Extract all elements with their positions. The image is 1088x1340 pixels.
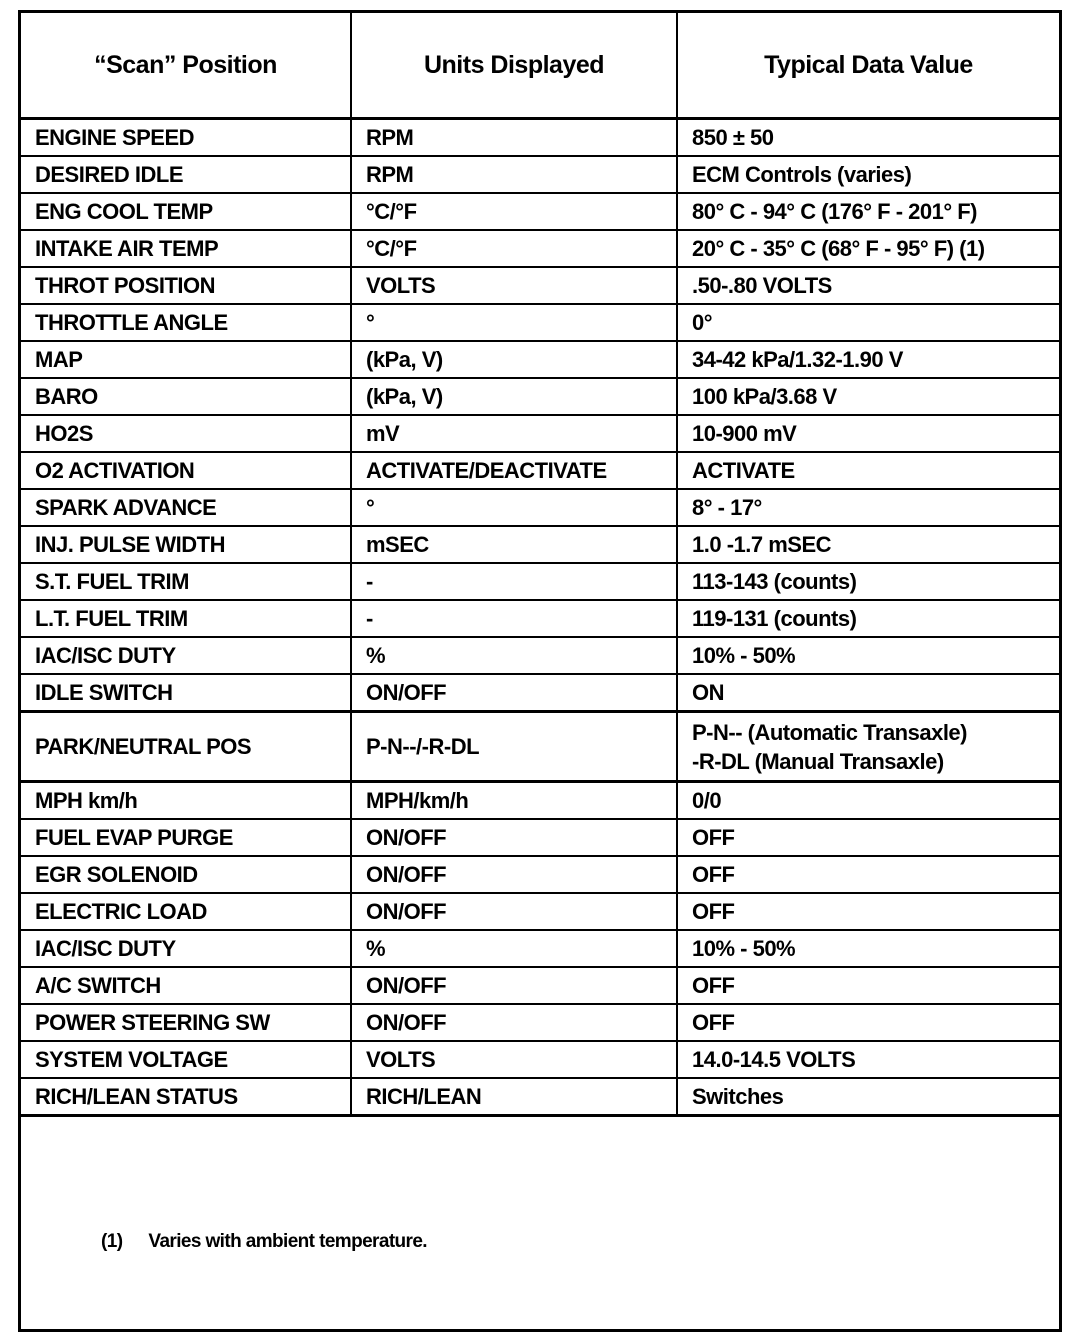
table-row [21,674,1059,712]
cell-value-line: P-N-- (Automatic Transaxle) [692,719,967,745]
cell-value [677,712,1059,782]
cell-position: SPARK ADVANCE [21,489,351,526]
cell-value: OFF [677,967,1059,1004]
table-row [21,819,1059,856]
cell-value-line: -R-DL (Manual Transaxle) [692,748,944,774]
cell-position: IAC/ISC DUTY [21,637,351,674]
cell-value: 34-42 kPa/1.32-1.90 V [677,341,1059,378]
table-row [21,563,1059,600]
cell-position: POWER STEERING SW [21,1004,351,1041]
scan-data-sheet [18,10,1062,1332]
cell-position: S.T. FUEL TRIM [21,563,351,600]
cell-units: RPM [351,119,677,157]
footnote [101,1231,427,1253]
table-row [21,119,1059,157]
table-row [21,1041,1059,1078]
cell-position: INTAKE AIR TEMP [21,230,351,267]
table-row [21,930,1059,967]
cell-position: ELECTRIC LOAD [21,893,351,930]
table-row [21,967,1059,1004]
header-scan-position: “Scan” Position [21,13,351,119]
cell-value: 10% - 50% [677,637,1059,674]
cell-units: P-N--/-R-DL [351,712,677,782]
table-row [21,267,1059,304]
cell-value: 10% - 50% [677,930,1059,967]
cell-position: BARO [21,378,351,415]
cell-units: RICH/LEAN [351,1078,677,1116]
cell-value: ECM Controls (varies) [677,156,1059,193]
cell-units: (kPa, V) [351,378,677,415]
cell-units: ON/OFF [351,967,677,1004]
cell-value: OFF [677,819,1059,856]
cell-units: VOLTS [351,1041,677,1078]
cell-units: ACTIVATE/DEACTIVATE [351,452,677,489]
cell-value: Switches [677,1078,1059,1116]
table-row [21,193,1059,230]
cell-position: THROTTLE ANGLE [21,304,351,341]
cell-value: 80° C - 94° C (176° F - 201° F) [677,193,1059,230]
cell-position: ENGINE SPEED [21,119,351,157]
cell-units: mSEC [351,526,677,563]
table-row [21,415,1059,452]
table-row [21,452,1059,489]
cell-units: ON/OFF [351,893,677,930]
header-units-displayed: Units Displayed [351,13,677,119]
cell-position: O2 ACTIVATION [21,452,351,489]
cell-value: 10-900 mV [677,415,1059,452]
table-row [21,893,1059,930]
cell-position: IDLE SWITCH [21,674,351,712]
cell-units: % [351,637,677,674]
cell-position: INJ. PULSE WIDTH [21,526,351,563]
cell-position: THROT POSITION [21,267,351,304]
cell-position: SYSTEM VOLTAGE [21,1041,351,1078]
cell-position: MPH km/h [21,782,351,820]
cell-units: ° [351,304,677,341]
cell-value: 1.0 -1.7 mSEC [677,526,1059,563]
table-row [21,304,1059,341]
cell-value: 0/0 [677,782,1059,820]
cell-value: 14.0-14.5 VOLTS [677,1041,1059,1078]
cell-units: ON/OFF [351,1004,677,1041]
cell-position: A/C SWITCH [21,967,351,1004]
table-row [21,341,1059,378]
table-row [21,1078,1059,1116]
cell-value: 8° - 17° [677,489,1059,526]
cell-position: IAC/ISC DUTY [21,930,351,967]
cell-position: FUEL EVAP PURGE [21,819,351,856]
cell-units: VOLTS [351,267,677,304]
cell-units: °C/°F [351,193,677,230]
table-row [21,637,1059,674]
cell-value: .50-.80 VOLTS [677,267,1059,304]
table-row [21,782,1059,820]
cell-units: % [351,930,677,967]
cell-position: ENG COOL TEMP [21,193,351,230]
cell-position: MAP [21,341,351,378]
cell-value: OFF [677,856,1059,893]
cell-position: RICH/LEAN STATUS [21,1078,351,1116]
cell-position: PARK/NEUTRAL POS [21,712,351,782]
cell-units: - [351,600,677,637]
table-row [21,156,1059,193]
cell-value: 0° [677,304,1059,341]
cell-units: (kPa, V) [351,341,677,378]
cell-value: 20° C - 35° C (68° F - 95° F) (1) [677,230,1059,267]
cell-units: ON/OFF [351,856,677,893]
cell-position: DESIRED IDLE [21,156,351,193]
table-row [21,378,1059,415]
cell-value: OFF [677,1004,1059,1041]
cell-units: °C/°F [351,230,677,267]
scan-data-table [21,13,1059,1117]
cell-value: ACTIVATE [677,452,1059,489]
table-row [21,600,1059,637]
cell-units: ON/OFF [351,674,677,712]
table-row [21,489,1059,526]
footnote-text: Varies with ambient temperature. [148,1231,427,1252]
table-row [21,230,1059,267]
cell-value: 113-143 (counts) [677,563,1059,600]
header-typical-data-value: Typical Data Value [677,13,1059,119]
table-header-row [21,13,1059,119]
cell-units: ON/OFF [351,819,677,856]
table-row [21,856,1059,893]
cell-value: 119-131 (counts) [677,600,1059,637]
cell-units: - [351,563,677,600]
table-row [21,1004,1059,1041]
cell-value: OFF [677,893,1059,930]
cell-position: HO2S [21,415,351,452]
cell-units: RPM [351,156,677,193]
cell-position: EGR SOLENOID [21,856,351,893]
table-row [21,526,1059,563]
table-row-park-neutral [21,712,1059,782]
cell-value: ON [677,674,1059,712]
cell-units: mV [351,415,677,452]
cell-value: 850 ± 50 [677,119,1059,157]
cell-position: L.T. FUEL TRIM [21,600,351,637]
cell-value: 100 kPa/3.68 V [677,378,1059,415]
cell-units: MPH/km/h [351,782,677,820]
footnote-marker: (1) [101,1231,123,1252]
cell-units: ° [351,489,677,526]
